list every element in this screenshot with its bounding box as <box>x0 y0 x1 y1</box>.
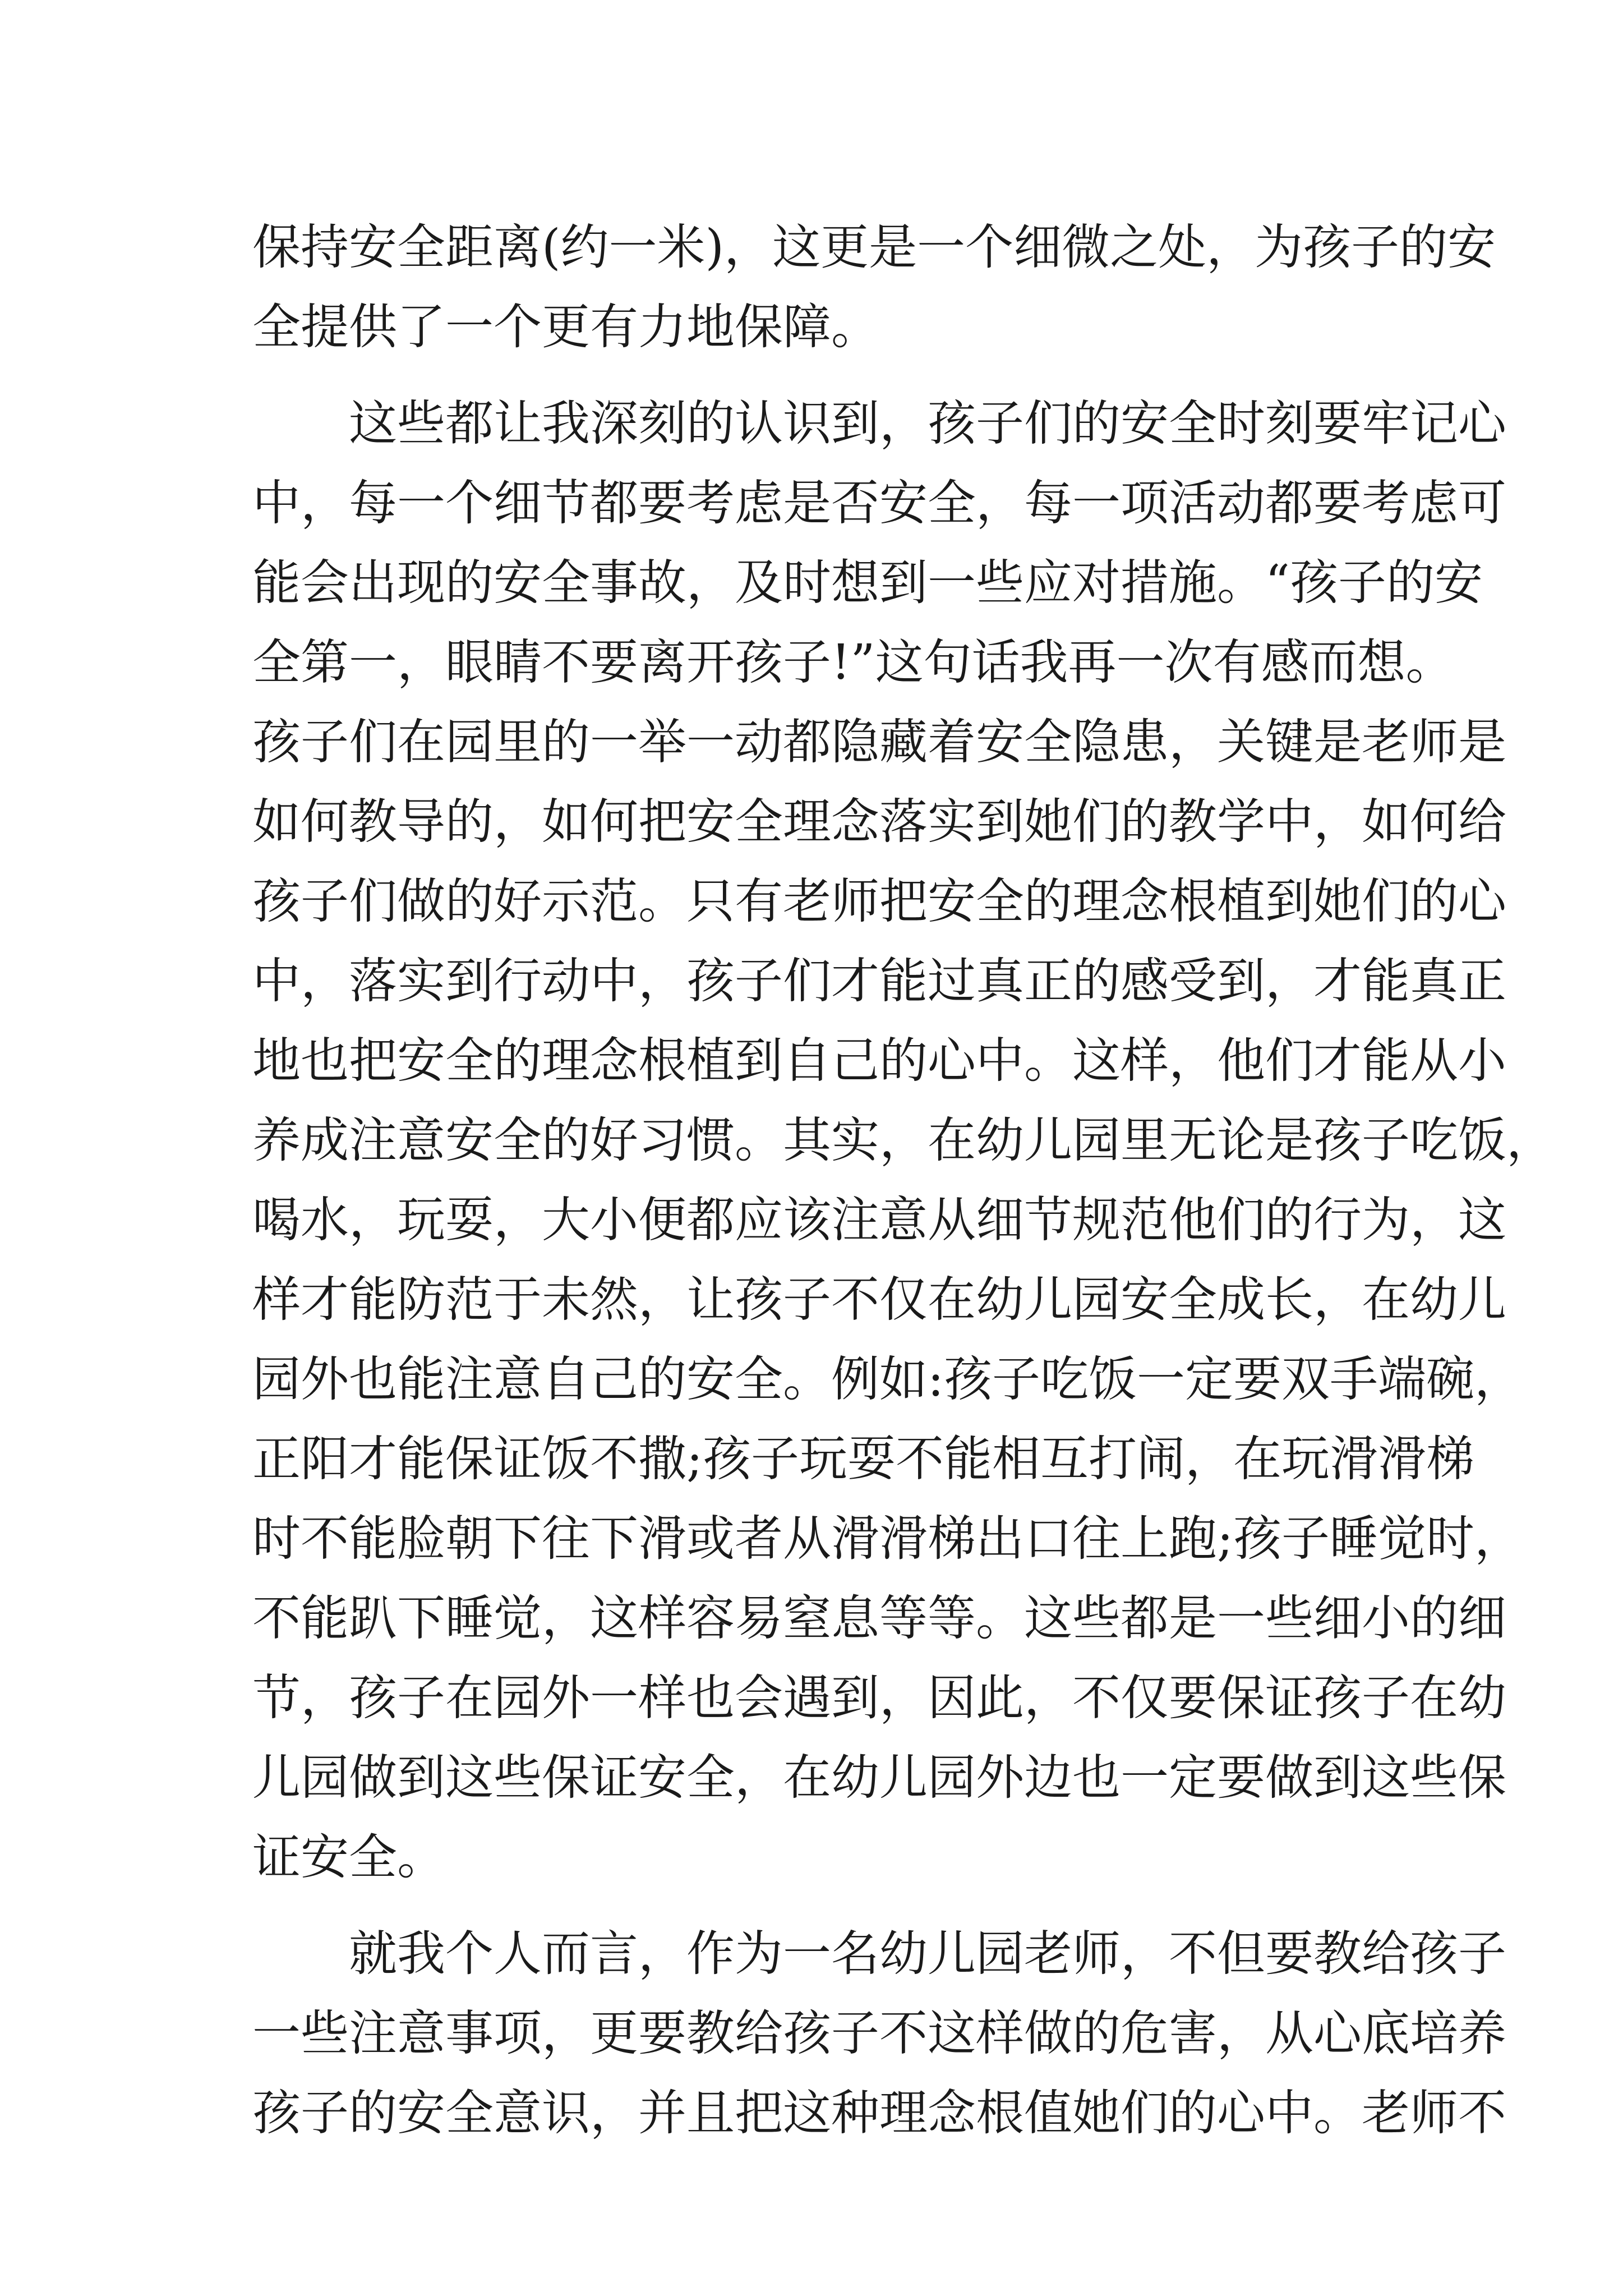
text-line: 这些都让我深刻的认识到，孩子们的安全时刻要牢记心 <box>252 395 1506 452</box>
text-line: 地也把安全的理念根植到自己的心中。这样，他们才能从小 <box>252 1033 1506 1089</box>
text-line: 如何教导的，如何把安全理念落实到她们的教学中，如何给 <box>252 794 1506 850</box>
text-line: 养成注意安全的好习惯。其实，在幼儿园里无论是孩子吃饭， <box>252 1112 1555 1168</box>
text-line: 证安全。 <box>252 1829 445 1885</box>
text-line: 样才能防范于未然，让孩子不仅在幼儿园安全成长，在幼儿 <box>252 1272 1506 1328</box>
text-line: 一些注意事项，更要教给孩子不这样做的危害，从心底培养 <box>252 2005 1506 2062</box>
text-line: 喝水，玩耍，大小便都应该注意从细节规范他们的行为，这 <box>252 1192 1506 1248</box>
text-line: 时不能脸朝下往下滑或者从滑滑梯出口往上跑;孩子睡觉时， <box>252 1511 1523 1567</box>
text-line: 孩子的安全意识，并且把这种理念根值她们的心中。老师不 <box>252 2085 1506 2141</box>
paragraph-1 <box>252 208 1496 367</box>
text-line: 全提供了一个更有力地保障。 <box>252 299 879 355</box>
text-line: 节，孩子在园外一样也会遇到，因此，不仅要保证孩子在幼 <box>252 1670 1506 1726</box>
body-text <box>252 208 1555 2170</box>
text-line: 孩子们做的好示范。只有老师把安全的理念根植到她们的心 <box>252 873 1506 930</box>
text-line: 孩子们在园里的一举一动都隐藏着安全隐患，关键是老师是 <box>252 714 1506 770</box>
text-line: 正阳才能保证饭不撒;孩子玩耍不能相互打闹，在玩滑滑梯 <box>252 1431 1474 1487</box>
text-line: 就我个人而言，作为一名幼儿园老师，不但要教给孩子 <box>252 1926 1506 1982</box>
text-line: 不能趴下睡觉，这样容易窒息等等。这些都是一些细小的细 <box>252 1590 1506 1646</box>
text-line: 儿园做到这些保证安全，在幼儿园外边也一定要做到这些保 <box>252 1750 1506 1806</box>
text-line: 能会出现的安全事故，及时想到一些应对措施。“孩子的安 <box>252 555 1483 611</box>
paragraph-2 <box>252 384 1555 1897</box>
text-line: 中，每一个细节都要考虑是否安全，每一项活动都要考虑可 <box>252 475 1506 531</box>
paragraph-3 <box>252 1914 1506 2153</box>
text-line: 园外也能注意自己的安全。例如:孩子吃饭一定要双手端碗， <box>252 1351 1523 1407</box>
text-line: 保持安全距离(约一米)，这更是一个细微之处，为孩子的安 <box>252 219 1496 275</box>
text-line: 全第一，眼睛不要离开孩子!”这句话我再一次有感而想。 <box>252 634 1454 691</box>
text-line: 中，落实到行动中，孩子们才能过真正的感受到，才能真正 <box>252 953 1506 1009</box>
